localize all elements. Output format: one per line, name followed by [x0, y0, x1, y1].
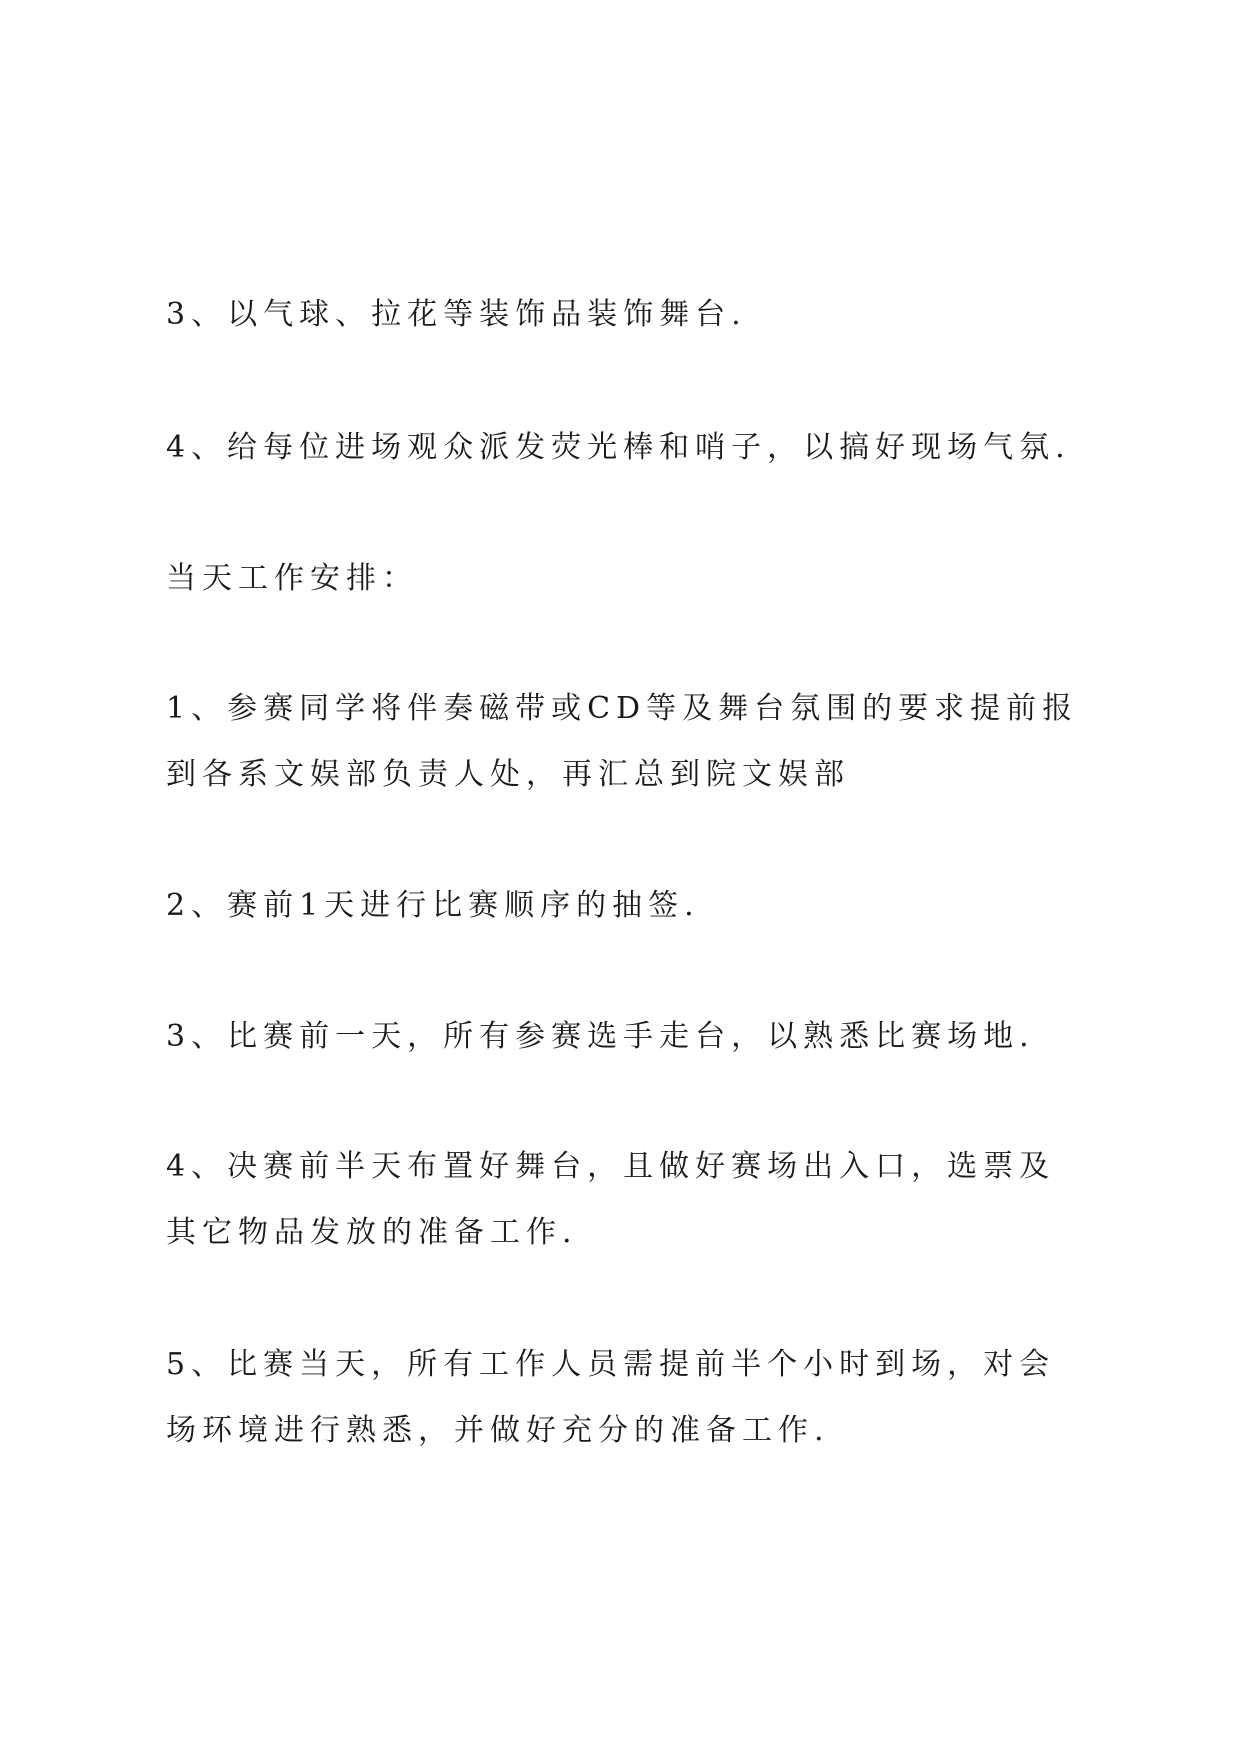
paragraph-stage-setup: 4、决赛前半天布置好舞台，且做好赛场出入口，选票及其它物品发放的准备工作. — [166, 1149, 1056, 1250]
paragraph-staff-arrival: 5、比赛当天，所有工作人员需提前半个小时到场，对会场环境进行熟悉，并做好充分的准备工作. — [166, 1347, 1056, 1448]
paragraph-submit-accompaniment: 1、参赛同学将伴奏磁带或CD等及舞台氛围的要求提前报到各系文娱部负责人处，再汇总到院文娱部 — [166, 691, 1079, 792]
section-heading-day-arrangement: 当天工作安排： — [166, 561, 418, 596]
paragraph-distribute-glowsticks: 4、给每位进场观众派发荧光棒和哨子，以搞好现场气氛. — [166, 430, 1071, 465]
paragraph-decorate-stage: 3、以气球、拉花等装饰品装饰舞台. — [166, 297, 747, 332]
paragraph-rehearsal: 3、比赛前一天，所有参赛选手走台，以熟悉比赛场地. — [166, 1019, 1035, 1054]
paragraph-draw-lots: 2、赛前1天进行比赛顺序的抽签. — [166, 888, 700, 923]
